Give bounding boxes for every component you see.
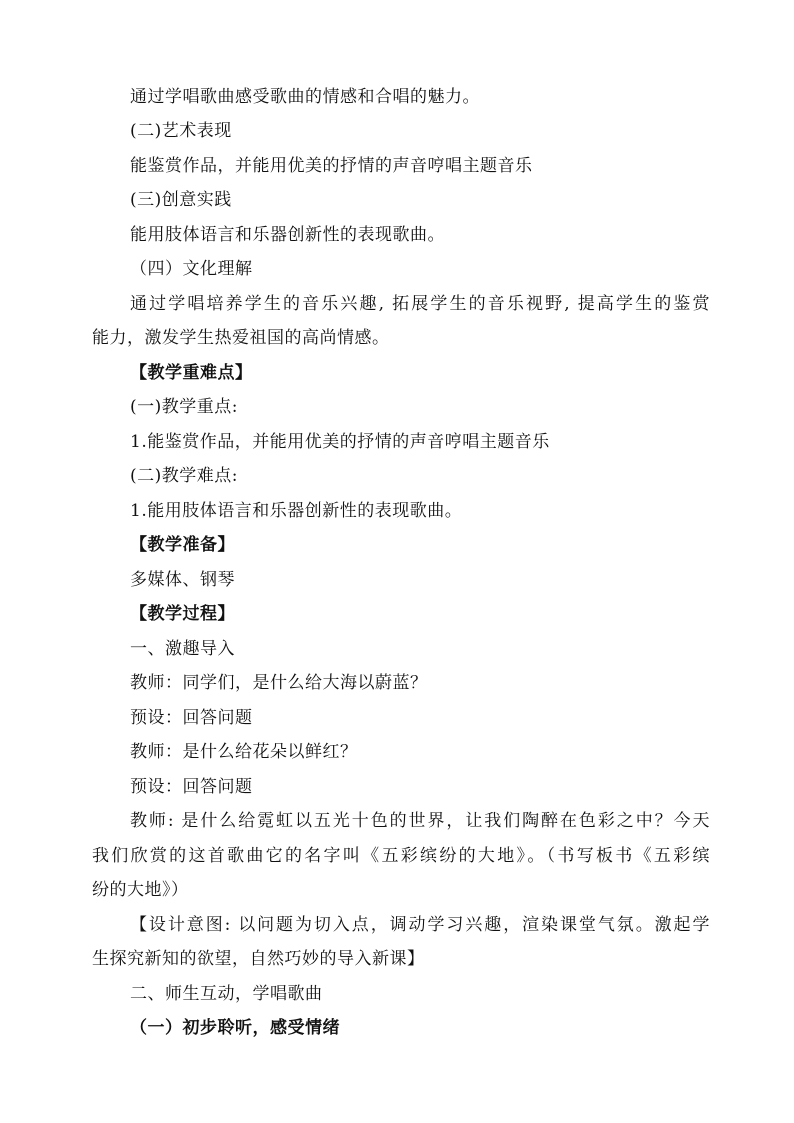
section-heading: 二、师生互动，学唱歌曲 — [130, 984, 323, 1004]
dialogue-line: 教师：是什么给花朵以鲜红？ — [130, 742, 358, 762]
dialogue-line: 预设：回答问题 — [130, 708, 253, 728]
bold-heading: 【教学重难点】 — [130, 363, 253, 383]
section-heading: （四）文化理解 — [130, 259, 253, 279]
paragraph-line: 能鉴赏作品，并能用优美的抒情的声音哼唱主题音乐 — [130, 156, 533, 176]
design-intent-line: 【设计意图: 以问题为切入点，调动学习兴趣，渲染课堂气氛。激起学 — [130, 915, 710, 935]
dialogue-line: 教师：同学们，是什么给大海以蔚蓝？ — [130, 673, 428, 693]
design-intent-line: 生探究新知的欲望，自然巧妙的导入新课】 — [92, 949, 425, 969]
bold-heading: 【教学过程】 — [130, 604, 235, 624]
dialogue-line: 预设：回答问题 — [130, 777, 253, 797]
section-heading: (一)教学重点: — [130, 397, 238, 417]
paragraph-line: 通过学唱培养学生的音乐兴趣, 拓展学生的音乐视野, 提高学生的鉴赏 — [130, 294, 710, 314]
section-heading: (三)创意实践 — [130, 190, 232, 210]
section-heading: 一、激趣导入 — [130, 639, 235, 659]
paragraph-line: 能力，激发学生热爱祖国的高尚情感。 — [92, 328, 390, 348]
paragraph-line: 我们欣赏的这首歌曲它的名字叫《五彩缤纷的大地》。（书写板书《五彩缤 — [92, 846, 710, 866]
list-item: 1.能用肢体语言和乐器创新性的表现歌曲。 — [130, 501, 463, 521]
list-item: 1.能鉴赏作品，并能用优美的抒情的声音哼唱主题音乐 — [130, 432, 550, 452]
section-heading: (二)教学难点: — [130, 466, 238, 486]
dialogue-line: 教师: 是什么给霓虹以五光十色的世界，让我们陶醉在色彩之中？今天 — [130, 811, 710, 831]
paragraph-line: 多媒体、钢琴 — [130, 570, 235, 590]
bold-heading: 【教学准备】 — [130, 535, 235, 555]
bold-heading: （一）初步聆听，感受情绪 — [130, 1018, 340, 1038]
section-heading: (二)艺术表现 — [130, 121, 232, 141]
paragraph-line: 通过学唱歌曲感受歌曲的情感和合唱的魅力。 — [130, 87, 480, 107]
paragraph-line: 能用肢体语言和乐器创新性的表现歌曲。 — [130, 225, 445, 245]
paragraph-line: 纷的大地》） — [92, 880, 189, 900]
